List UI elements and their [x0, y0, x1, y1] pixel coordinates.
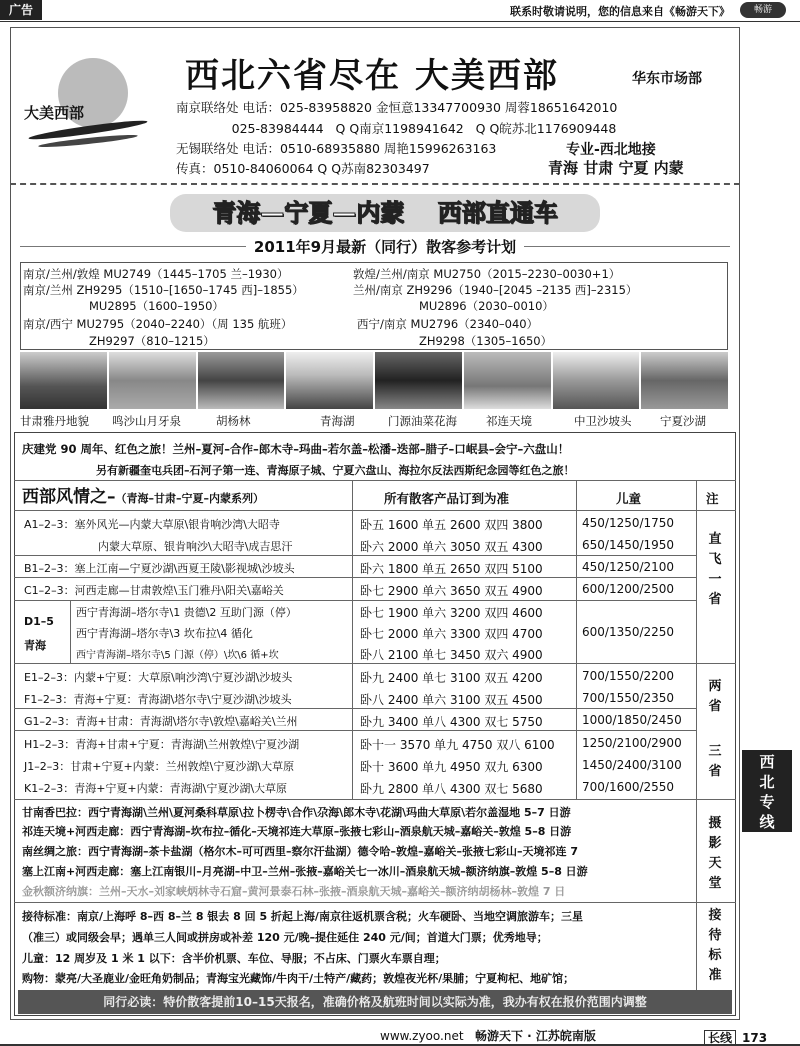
plan-subtitle-text: 2011年9月最新（同行）散客参考计划: [246, 238, 524, 256]
tab-char: 线: [759, 813, 775, 831]
photo-strip: [20, 352, 728, 409]
row-rule: [14, 799, 736, 800]
col-rule: [696, 480, 697, 990]
contact-line: 无锡联络处 电话：0510-68935880 周艳15996263163: [176, 141, 497, 156]
photo-qinghai-lake: [286, 352, 373, 409]
price-j1: 卧十 3600 单九 4950 双九 6300: [360, 760, 543, 774]
special-route: 塞上江南+河西走廊：塞上江南银川–月亮湖–中卫–兰州–张掖–嘉峪关七一冰川–酒泉航天城–额济纳旗–敦煌 5–8 日游: [22, 865, 588, 878]
section-label: 长线: [704, 1030, 736, 1046]
contact-line: 南京联络处 电话：025-83958820 金恒意13347700930 周蓉18651642010: [176, 100, 618, 115]
note-photo: 摄影天堂: [708, 816, 722, 891]
special-route: 金秋额济纳旗：兰州–天水–刘家峡炳林寺石窟–黄河景泰石林–张掖–酒泉航天城–嘉峪关–额济纳胡杨林–敦煌 7 日: [22, 885, 566, 898]
special-route: 南丝绸之旅：西宁青海湖–茶卡盐湖（格尔木–可可西里–察尔汗盐湖）德令哈–敦煌–嘉峪关–张掖七彩山–天境祁连 7: [22, 845, 578, 858]
slogan-primary: 专业-西北地接: [566, 142, 656, 158]
market-dept: 华东市场部: [632, 71, 702, 87]
route-j1: J1–2–3：甘肃+宁夏+内蒙：兰州敦煌\宁夏沙湖\大草原: [24, 760, 295, 773]
footer-publication: 畅游天下 · 江苏皖南版: [475, 1029, 596, 1043]
route-g1: G1–2–3：青海+甘肃：青海湖\塔尔寺\敦煌\嘉峪关\兰州: [24, 715, 298, 728]
plan-subtitle: [150, 236, 620, 257]
photo-rapeseed: [375, 352, 462, 409]
flight-line: MU2896（2030–0010）: [419, 299, 554, 313]
price-d1: 卧七 1900 单六 3200 双四 4600: [360, 606, 543, 620]
row-rule: [14, 730, 696, 731]
photo-caption: 鸣沙山月牙泉: [112, 414, 181, 428]
ad-label: 广告: [0, 0, 42, 20]
child-h1: 1250/2100/2900: [582, 736, 682, 750]
row-rule: [14, 577, 696, 578]
route-d1: 西宁青海湖–塔尔寺\1 贵德\2 互助门源（停）: [76, 606, 297, 619]
route-b1: B1–2–3：塞上江南—宁夏沙湖\西夏王陵\影视城\沙坡头: [24, 562, 295, 575]
footer-url[interactable]: www.zyoo.net: [380, 1029, 464, 1043]
standard-line: 儿童：12 周岁及 1 米 1 以下：含半价机票、车位、导服；不占床、门票火车票自理；: [22, 952, 446, 965]
route-k1: K1–2–3：青海+宁夏+内蒙：青海湖\宁夏沙湖\大草原: [24, 782, 288, 795]
flight-schedule: [20, 262, 728, 350]
brand-logo: [20, 52, 155, 162]
flight-line: 南京/西宁 MU2795（2040–2240）（周 135 航班）: [23, 317, 293, 331]
tab-char: 北: [759, 773, 775, 791]
flight-line: 南京/兰州 ZH9295（1510–[1650–1745 西]–1855）: [23, 283, 304, 297]
contact-line: 传真：0510-84060064 Q Q苏南82303497: [176, 161, 430, 176]
photo-poplar: [198, 352, 285, 409]
child-header: 儿童: [616, 491, 642, 506]
route-c1: C1–2–3：河西走廊—甘肃敦煌\玉门雅丹\阳关\嘉峪关: [24, 584, 284, 597]
contact-line: 025-83984444 Q Q南京1198941642 Q Q皖苏北1176909448: [176, 121, 617, 136]
child-g1: 1000/1850/2450: [582, 713, 682, 727]
note-direct: 直飞一省: [708, 532, 722, 607]
flight-line: 敦煌/兰州/南京 MU2750（2015–2230–0030+1）: [353, 267, 621, 281]
series-header: [22, 482, 264, 507]
standard-line: 购物：蒙亮/大圣鹿业/金旺角奶制品；青海宝光藏饰/牛肉干/土特产/藏药；敦煌夜光杯/果脯；宁夏枸杞、地矿馆；: [22, 972, 575, 985]
dashed-divider: [10, 183, 740, 185]
photo-caption: 祁连天境: [486, 414, 532, 428]
route-banner: 青海—宁夏—内蒙 西部直通车: [170, 194, 600, 232]
note-three: 三省: [708, 744, 722, 779]
logo-text: 大美西部: [24, 104, 85, 122]
photo-caption: 中卫沙坡头: [574, 414, 632, 428]
price-d3: 卧八 2100 单七 3450 双六 4900: [360, 648, 543, 662]
note-header: 注: [706, 491, 719, 506]
col-rule: [352, 480, 353, 800]
tab-char: 专: [759, 793, 775, 811]
photo-shapotou: [553, 352, 640, 409]
publisher-logo: 畅游: [740, 2, 786, 18]
row-rule: [14, 600, 696, 601]
photo-captions: [20, 413, 728, 429]
flight-line: ZH9297（810–1215）: [89, 334, 215, 348]
row-rule: [14, 663, 736, 664]
note-standard: 接待标准: [708, 908, 722, 983]
photo-caption: 青海湖: [320, 414, 355, 428]
row-rule: [14, 708, 696, 709]
child-f1: 700/1550/2350: [582, 691, 675, 705]
route-e1: E1–2–3：内蒙+宁夏：大草原\响沙湾\宁夏沙湖\沙坡头: [24, 671, 293, 684]
footer-info: [380, 1027, 596, 1044]
d-code: D1–5: [24, 615, 54, 628]
red-tour-note: 庆建党 90 周年、红色之旅！兰州–夏河–合作–郎木寺–玛曲–若尔盖–松潘–迭部–腊子–口岷县–会宁–六盘山！: [22, 442, 570, 456]
child-d: 600/1350/2250: [582, 625, 675, 639]
photo-qilian: [464, 352, 551, 409]
red-tour-extra: 另有新疆奎屯兵团–石河子第一连、青海原子城、宁夏六盘山、海拉尔反法西斯纪念园等红色之旅！: [96, 464, 575, 477]
child-j1: 1450/2400/3100: [582, 758, 682, 772]
tab-char: 西: [759, 753, 775, 771]
note-two: 两省: [708, 679, 722, 714]
col-rule: [576, 480, 577, 800]
row-rule: [14, 555, 696, 556]
section-tab: [742, 750, 792, 832]
flight-line: 南京/兰州/敦煌 MU2749（1445–1705 兰–1930）: [23, 267, 289, 281]
row-rule: [14, 480, 736, 481]
photo-yardang: [20, 352, 107, 409]
page-number-value: 173: [742, 1031, 768, 1045]
flight-line: ZH9298（1305–1650）: [419, 334, 553, 348]
route-f1: F1–2–3：青海+宁夏：青海湖\塔尔寺\宁夏沙湖\沙坡头: [24, 693, 292, 706]
row-rule: [14, 902, 736, 903]
route-a2: 内蒙大草原、银肯响沙\大昭寺\成吉思汗: [98, 540, 293, 553]
header-note: 联系时敬请说明，您的信息来自《畅游天下》: [510, 5, 730, 18]
price-g1: 卧九 3400 单八 4300 双七 5750: [360, 715, 543, 729]
standard-line: 接待标准：南京/上海呼 8–西 8–兰 8 银去 8 回 5 折起上海/南京往返机票含税；火车硬卧、当地空调旅游车；三星: [22, 910, 583, 923]
special-route: 甘南香巴拉：西宁青海湖\兰州\夏河桑科草原\拉卜楞寺\合作\尕海\郎木寺\花湖\玛曲大草原\若尔盖湿地 5–7 日游: [22, 806, 571, 819]
child-b1: 450/1250/2100: [582, 560, 675, 574]
price-b1: 卧六 1800 单五 2650 双四 5100: [360, 562, 543, 576]
photo-caption: 胡杨林: [216, 414, 251, 428]
price-e1: 卧九 2400 单七 3100 双五 4200: [360, 671, 543, 685]
route-d2: 西宁青海湖–塔尔寺\3 坎布拉\4 循化: [76, 627, 253, 640]
price-a1: 卧五 1600 单五 2600 双四 3800: [360, 518, 543, 532]
photo-caption: 宁夏沙湖: [660, 414, 706, 428]
photo-sand-lake: [641, 352, 728, 409]
row-rule: [14, 510, 736, 511]
price-c1: 卧七 2900 单六 3650 双五 4900: [360, 584, 543, 598]
child-k1: 700/1600/2550: [582, 780, 675, 794]
series-subtitle: （青海–甘肃–宁夏–内蒙系列）: [115, 492, 264, 505]
price-h1: 卧十一 3570 单九 4750 双八 6100: [360, 738, 555, 752]
route-a1: A1–2–3：塞外风光—内蒙大草原\银肯响沙湾\大昭寺: [24, 518, 280, 531]
special-route: 祁连天境+河西走廊：西宁青海湖–坎布拉–循化–天境祁连大草原–张掖七彩山–酒泉航天城–嘉峪关–敦煌 5–8 日游: [22, 825, 572, 838]
col-rule: [70, 600, 71, 663]
photo-crescent-lake: [109, 352, 196, 409]
photo-caption: 甘肃雅丹地貌: [20, 414, 89, 428]
series-title: 西部风情之–: [22, 487, 116, 507]
brand-title: 西北六省尽在 大美西部: [185, 56, 559, 96]
price-d2: 卧七 2000 单六 3300 双四 4700: [360, 627, 543, 641]
slogan-regions: 青海 甘肃 宁夏 内蒙: [548, 159, 684, 177]
child-a1: 450/1250/1750: [582, 516, 675, 530]
route-d3: 西宁青海湖–塔尔寺\5 门源（停）\坎\6 循+坎: [76, 650, 279, 661]
flight-line: MU2895（1600–1950）: [89, 299, 224, 313]
booking-notice: 同行必读：特价散客提前10–15天报名，准确价格及航班时间以实际为准，我办有权在报价范围内调整: [18, 990, 732, 1014]
price-a2: 卧六 2000 单六 3050 双五 4300: [360, 540, 543, 554]
child-e1: 700/1550/2200: [582, 669, 675, 683]
flight-line: 兰州/南京 ZH9296（1940–[2045 –2135 西]–2315）: [353, 283, 638, 297]
photo-caption: 门源油菜花海: [388, 414, 457, 428]
child-c1: 600/1200/2500: [582, 582, 675, 596]
standard-line: （准三）或同级会早；遇单三人间或拼房或补差 120 元/晚–提住延住 240 元/间；首道大门票；优秀地导；: [22, 931, 548, 944]
child-a2: 650/1450/1950: [582, 538, 675, 552]
d-name: 青海: [24, 639, 46, 652]
flight-line: 西宁/南京 MU2796（2340–040）: [357, 317, 539, 331]
route-h1: H1–2–3：青海+甘肃+宁夏：青海湖\兰州敦煌\宁夏沙湖: [24, 738, 300, 751]
price-f1: 卧八 2400 单六 3100 双五 4500: [360, 693, 543, 707]
price-header: 所有散客产品订到为准: [384, 491, 510, 506]
price-k1: 卧九 2800 单八 4300 双七 5680: [360, 782, 543, 796]
